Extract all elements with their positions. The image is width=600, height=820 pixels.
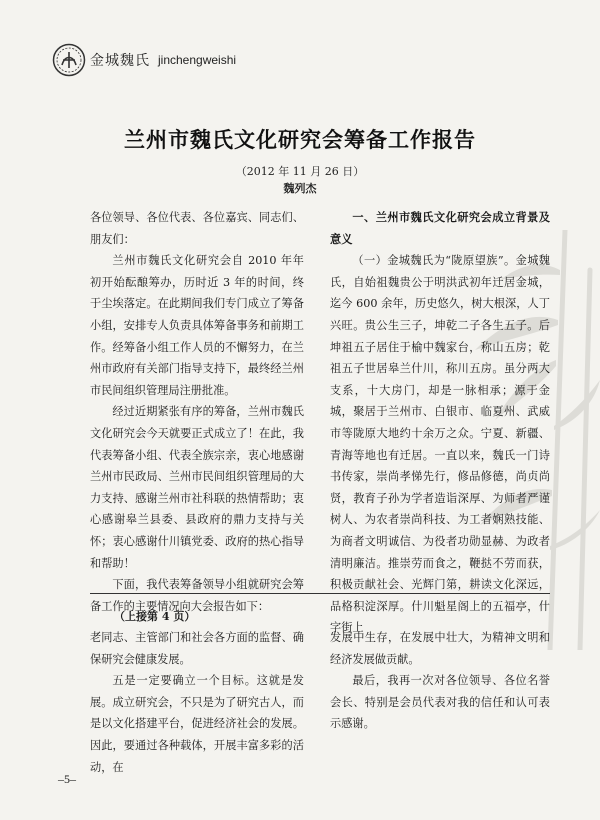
right-column (330, 207, 550, 639)
bottom-left-paragraph: 五是一定要确立一个目标。这就是发展。成立研究会，不只是为了研究古人，而是以文化搭建平台，促进经济社会的发展。因此，要通过各种载体，开展丰富多彩的活动，在 (90, 674, 304, 774)
left-paragraph: 兰州市魏氏文化研究会自 2010 年年初开始酝酿筹办，历时近 3 年的时间，终于尘埃落定。在此期间我们专门成立了筹备小组，安排专人负责具体筹备事务和前期工作。经筹备小组工作人员的不懈努力，在兰州市政府有关部门指导支持下，最终经兰州市民间组织管理局注册批准。 (90, 254, 304, 397)
journal-logo-icon (52, 43, 86, 77)
bottom-right-column (330, 627, 550, 735)
left-paragraph: 各位领导、各位代表、各位嘉宾、同志们、朋友们： (90, 211, 304, 246)
header-brand-cn: 金城魏氏 (90, 53, 150, 69)
left-column (90, 207, 304, 617)
section-divider (90, 593, 550, 594)
section-heading: 一、兰州市魏氏文化研究会成立背景及意义 (330, 210, 550, 246)
header-brand-en: jinchengweishi (158, 53, 237, 67)
continuation-label: （上接第 4 页） (114, 610, 196, 623)
left-paragraph: 下面，我代表筹备领导小组就研究会筹备工作的主要情况向大会报告如下： (90, 578, 304, 613)
bottom-left-column (90, 627, 304, 778)
article-author: 魏列杰 (283, 182, 317, 195)
bottom-right-paragraph: 发展中生存，在发展中壮大，为精神文明和经济发展做贡献。 (330, 631, 550, 666)
page-header (52, 42, 352, 78)
left-paragraph: 经过近期紧张有序的筹备，兰州市魏氏文化研究会今天就要正式成立了！在此，我代表筹备小组、代表全族宗亲，衷心地感谢兰州市民政局、兰州市民间组织管理局的大力支持、感谢兰州市社科联的热情帮助；衷心感谢皋兰县委、县政府的鼎力支持与关怀；衷心感谢什川镇党委、政府的热心指导和帮助！ (90, 405, 304, 570)
page-number: –5– (58, 772, 76, 786)
article-date: （2012 年 11 月 26 日） (235, 165, 365, 178)
bottom-right-paragraph: 最后，我再一次对各位领导、各位名誉会长、特别是会员代表对我的信任和认可表示感谢。 (330, 674, 550, 731)
bottom-left-paragraph: 老同志、主管部门和社会各方面的监督、确保研究会健康发展。 (90, 631, 304, 666)
right-paragraph: （一）金城魏氏为“陇原望族”。金城魏氏，自始祖魏贵公于明洪武初年迁居金城，迄今 600 余年，历史悠久，树大根深，人丁兴旺。贵公生三子，坤乾二子各生五子。后坤祖五子居住于榆中魏家台，称山五房；乾祖五子世居皋兰什川，称川五房。虽分两大支系，十大房门，却是一脉相承；源于金城，聚居于兰州市、白银市、临夏州、武威市等陇原大地约十余万之众。宁夏、新疆、青海等地也有迁居。一直以来，魏氏一门诗书传家，崇尚孝悌先行，修品修德，尚贞尚贤，教育子孙为学者造诣深厚、为师者严谨树人、为农者崇尚科技、为工者娴熟技能、为商者文明诚信、为役者功勋显赫、为政者清明廉洁。推崇劳而食之，鞭挞不劳而获，积极贡献社会、光辉门第，耕读文化深远，品格积淀深厚。什川魁星阁上的五福亭，什字街上 (330, 254, 550, 635)
article-title: 兰州市魏氏文化研究会筹备工作报告 (124, 127, 476, 152)
